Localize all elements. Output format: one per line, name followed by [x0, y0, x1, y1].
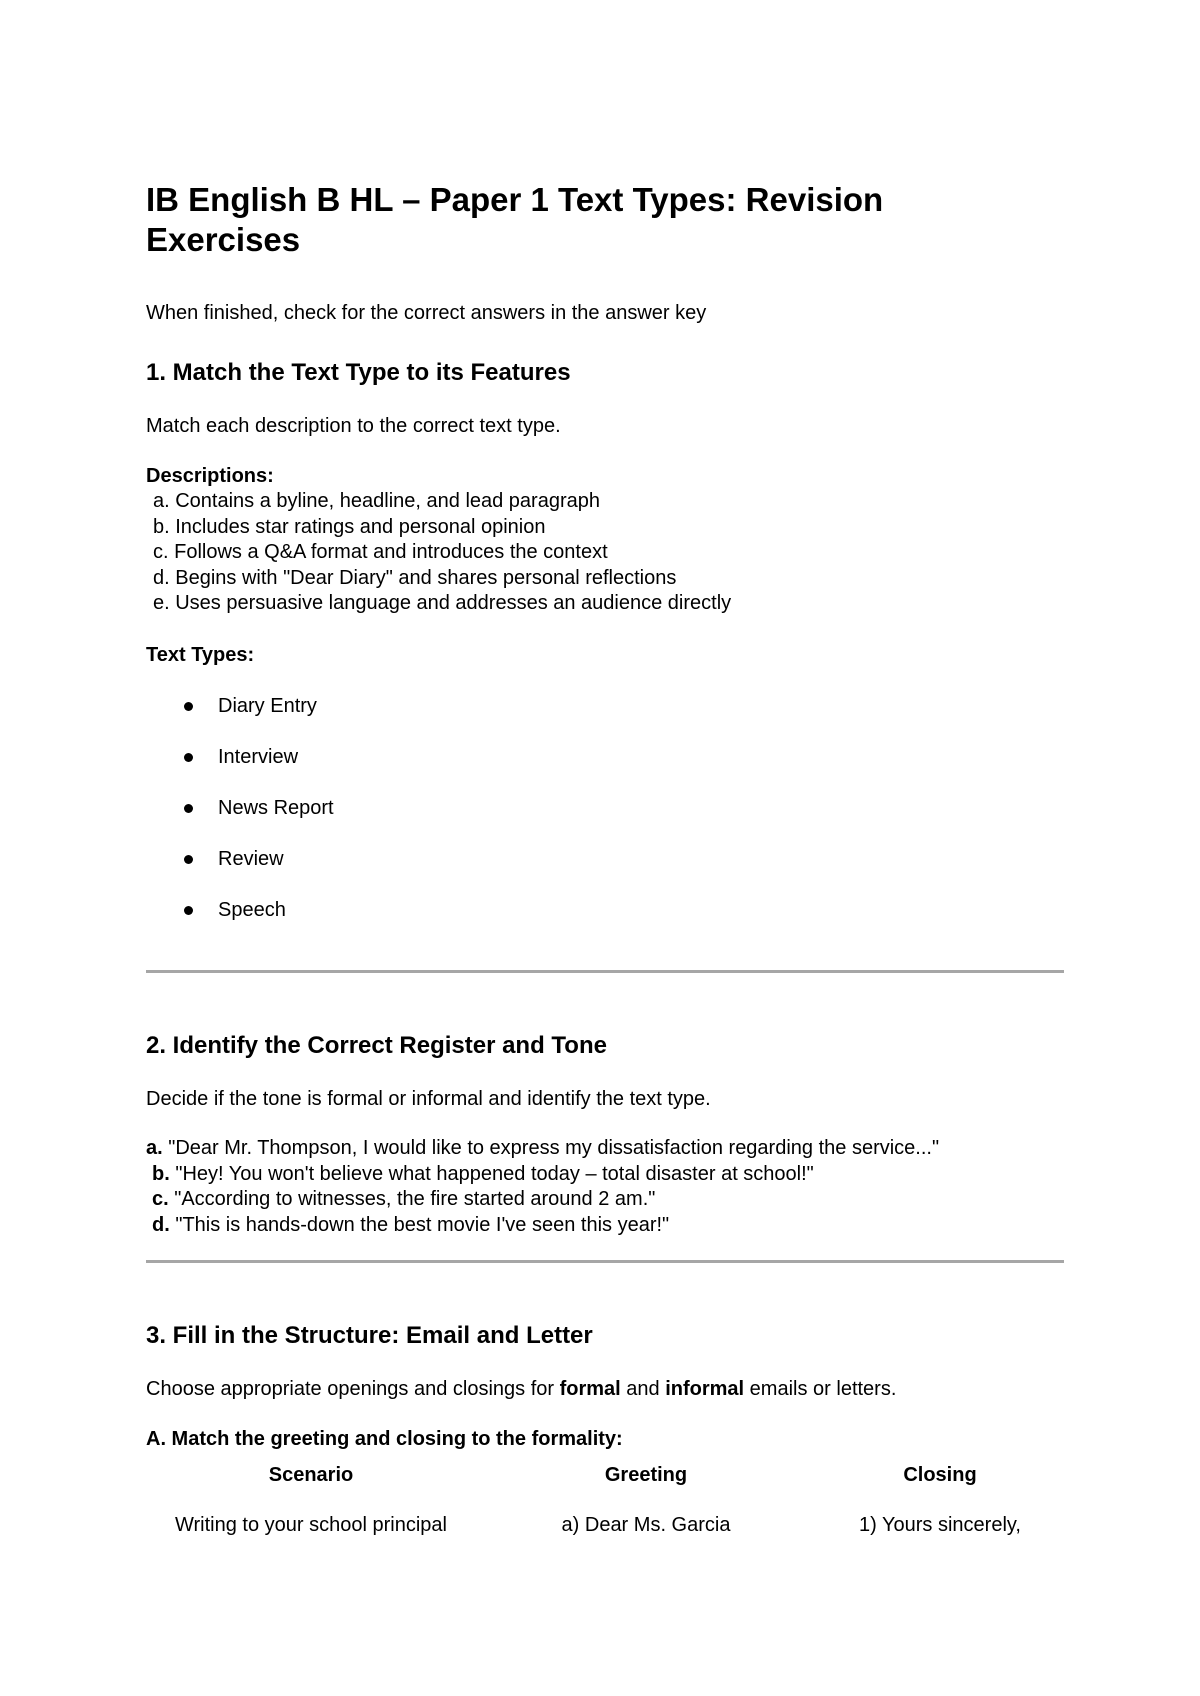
list-item [146, 1162, 1064, 1188]
list-item [146, 1187, 1064, 1213]
bullet-icon [184, 906, 193, 915]
section3-instruction [146, 1376, 896, 1402]
item-quote: "Dear Mr. Thompson, I would like to express my dissatisfaction regarding the service..." [162, 1137, 940, 1159]
greeting-closing-table [146, 1462, 1064, 1538]
text-type-label: Review [218, 848, 284, 870]
list-item [146, 897, 746, 948]
section1-heading: 1. Match the Text Type to its Features [146, 359, 571, 386]
register-items [146, 1136, 1064, 1238]
description-item: a. Contains a byline, headline, and lead paragraph [153, 490, 600, 512]
bullet-icon [184, 855, 193, 864]
item-quote: "This is hands-down the best movie I've seen this year!" [169, 1213, 670, 1236]
section3-subheading: A. Match the greeting and closing to the formality: [146, 1428, 623, 1450]
description-item: d. Begins with "Dear Diary" and shares personal reflections [153, 566, 677, 589]
list-item [146, 744, 746, 795]
text-type-label: News Report [218, 797, 334, 819]
item-quote: "Hey! You won't believe what happened today – total disaster at school!" [169, 1162, 814, 1185]
list-item [146, 1213, 1064, 1239]
table-header-row [146, 1462, 1064, 1512]
instruction-emphasis-formal: formal [559, 1378, 621, 1400]
text-type-label: Diary Entry [218, 695, 317, 717]
list-item [146, 693, 746, 744]
text-type-label: Speech [218, 899, 286, 921]
descriptions-label: Descriptions: [146, 465, 274, 487]
descriptions-list [146, 489, 731, 617]
text-types-label: Text Types: [146, 644, 255, 666]
bullet-icon [184, 804, 193, 813]
description-item: c. Follows a Q&A format and introduces the context [153, 541, 608, 563]
table-row [146, 1512, 1064, 1538]
description-item: e. Uses persuasive language and addresses an audience directly [153, 592, 732, 614]
instruction-text: and [620, 1378, 666, 1400]
document-page [146, 0, 1066, 1696]
text-types-list [146, 693, 746, 948]
section2-heading: 2. Identify the Correct Register and Tone [146, 1032, 607, 1059]
item-letter: d. [152, 1213, 170, 1236]
section2-instruction: Decide if the tone is formal or informal and identify the text type. [146, 1088, 711, 1110]
list-item [146, 1136, 1064, 1162]
instruction-text: emails or letters. [744, 1378, 897, 1400]
table-cell: a) Dear Ms. Garcia [561, 1514, 731, 1536]
section-divider [146, 970, 1064, 973]
instruction-emphasis-informal: informal [665, 1378, 745, 1400]
item-letter: c. [152, 1188, 169, 1210]
column-header-greeting: Greeting [604, 1464, 688, 1486]
section-divider [146, 1260, 1064, 1263]
item-letter: a. [146, 1137, 163, 1159]
section1-instruction: Match each description to the correct text type. [146, 415, 561, 437]
item-letter: b. [152, 1162, 170, 1185]
bullet-icon [184, 753, 193, 762]
table-cell: 1) Yours sincerely, [859, 1514, 1021, 1536]
document-title: IB English B HL – Paper 1 Text Types: Revision Exercises [146, 181, 884, 258]
text-type-label: Interview [218, 746, 299, 768]
intro-text: When finished, check for the correct answers in the answer key [146, 302, 707, 324]
description-item: b. Includes star ratings and personal opinion [153, 515, 546, 538]
item-quote: "According to witnesses, the fire started around 2 am." [168, 1188, 656, 1210]
column-header-closing: Closing [903, 1464, 977, 1486]
bullet-icon [184, 702, 193, 711]
list-item [146, 795, 746, 846]
section3-heading: 3. Fill in the Structure: Email and Letter [146, 1322, 593, 1349]
instruction-text: Choose appropriate openings and closings for [146, 1378, 560, 1400]
list-item [146, 846, 746, 897]
table-cell: Writing to your school principal [175, 1514, 447, 1536]
column-header-scenario: Scenario [268, 1464, 354, 1486]
